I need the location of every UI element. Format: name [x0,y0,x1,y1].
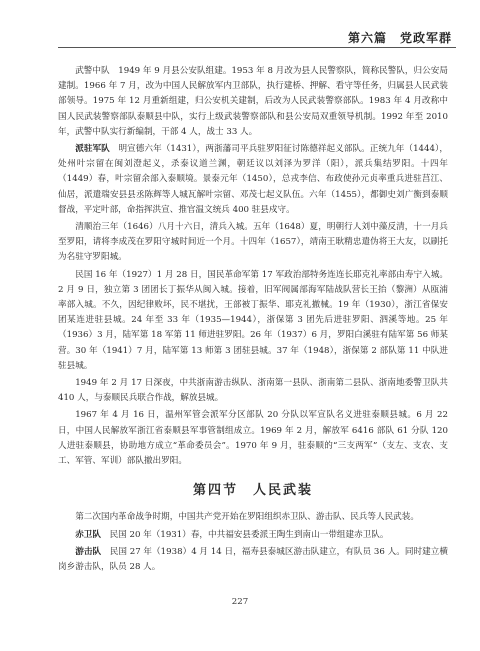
paragraph-guerrillas [58,545,448,575]
paragraph-stationed-troops [58,142,448,218]
paragraph-intro [58,510,448,525]
paragraph-text: 明宣德六年（1431），两浙藩司平兵驻罗阳征讨陈德祥起义部队。正统九年（1444），处州叶宗留在闽刘澄起义，杀泰议道兰渊，朝廷议以刘泽为罗洋（阳），派兵集结罗阳。十四年（1449）春，叶宗留余部入泰顺境。景泰元年（1450），总戎李信、布政使孙元贞率重兵进驻莒江、仙居，派遣瑞安县县丞陈辉等人城瓦解叶宗留、邓茂七起义队伍。六年（1455），都御史刘广衡到泰顺督战，平定叶部，命指挥洪宣、推官温文统兵 400 驻县戍守。 [58,144,448,215]
paragraph-text: 1967 年 4 月 16 日，温州军管会派军分区部队 20 分队以军宣队名义进驻泰顺县城。6 月 22 日，中国人民解放军浙江省泰顺县军事管制组成立。1969 年 2 月，解放军 6416 部队 61 分队 120 人进驻泰顺县，协助地方成立“革命委员会”。1970 年 9 月，驻泰顺的“三支两军”（支左、支农、支工、军管、军训）部队撤出罗阳。 [58,410,448,467]
paragraph-armed-police [58,64,448,140]
paragraph-text: 1949 年 2 月 17 日深夜，中共浙南游击纵队、浙南第一县队、浙南第二县队、浙南地委警卫队共 410 人，与泰顺民兵联合作战，解放县城。 [58,378,448,404]
section-heading: 第四节 人民武装 [192,483,313,499]
page-body [58,64,448,575]
paragraph-qing [58,220,448,266]
paragraph-1967 [58,408,448,469]
paragraph-term: 派驻军队 [75,144,110,155]
paragraph-text: 民国 27 年（1938）4 月 14 日，福寿县泰城区游击队建立，有队员 36 人。同时建立横岗乡游击队，队员 28 人。 [58,546,448,573]
paragraph-red-guards [58,528,448,543]
page-header [58,26,456,48]
paragraph-text: 第二次国内革命战争时期，中国共产党开始在罗阳组织赤卫队、游击队、民兵等人民武装。 [75,512,419,523]
paragraph-term: 赤卫队 [75,529,101,540]
paragraph-text: 民国 16 年（1927）1 月 28 日，国民革命军第 17 军政治部特务连连长耶克礼率部由寿宁入城。2 月 9 日，独立第 3 团团长丁振华从闽入城。接着，旧军阀属部海军陆战队营长王抬（黎洲）从瓯浦率部入城。不久，因纪律败坏，民不堪扰，王部被丁振华、耶克礼撤械。19 年（1930），浙江省保安团某连进驻县城。24 年至 33 年（1935—1944），浙保第 3 团先后进驻罗阳、泗溪等地。25 年（1936）3 月，陆军第 18 军第 11 师进驻罗阳。26 年（1937）6 月，罗阳白溪驻有陆军第 56 师某营。30 年（1941）7 月，陆军第 13 师第 3 团驻县城。37 年（1948），浙保第 2 部队第 11 中队进驻县城。 [58,269,448,371]
header-rule [58,47,456,48]
paragraph-text: 清顺治三年（1646）八月十六日，清兵入城。五年（1648）夏，明朝行人刘中藻反清，十一月兵至罗阳，请将李成茂在罗阳守城时间近一个月。十四年（1657），靖南王耿精忠遣伪将王大友，以刷托为名驻守罗阳城。 [58,222,448,263]
chapter-title: 第六篇 党政军群 [347,31,452,45]
page-number: 227 [231,597,249,607]
paragraph-text: 武警中队 1949 年 9 月县公安队组建。1953 年 8 月改为县人民警察队，简称民警队，归公安局建制。1966 年 7 月，改为中国人民解放军内卫部队，执行建桥、押解、看守等任务，归属县人民武装部领导。1975 年 12 月重新组建，归公安机关建制，后改为人民武装警察部队。1983 年 4 月改称中国人民武装警察部队泰顺县中队，实行上级武装警察部队和县公安局双重领导机制。1992 年至 2010 年，武警中队实行新编制，干部 4 人，战士 33 人。 [58,66,448,137]
paragraph-text: 民国 20 年（1931）春，中共福安县委派王陶生到南山一带组建赤卫队。 [100,529,389,540]
paragraph-term: 游击队 [75,546,102,557]
paragraph-liberation [58,376,448,406]
paragraph-republic [58,268,448,374]
